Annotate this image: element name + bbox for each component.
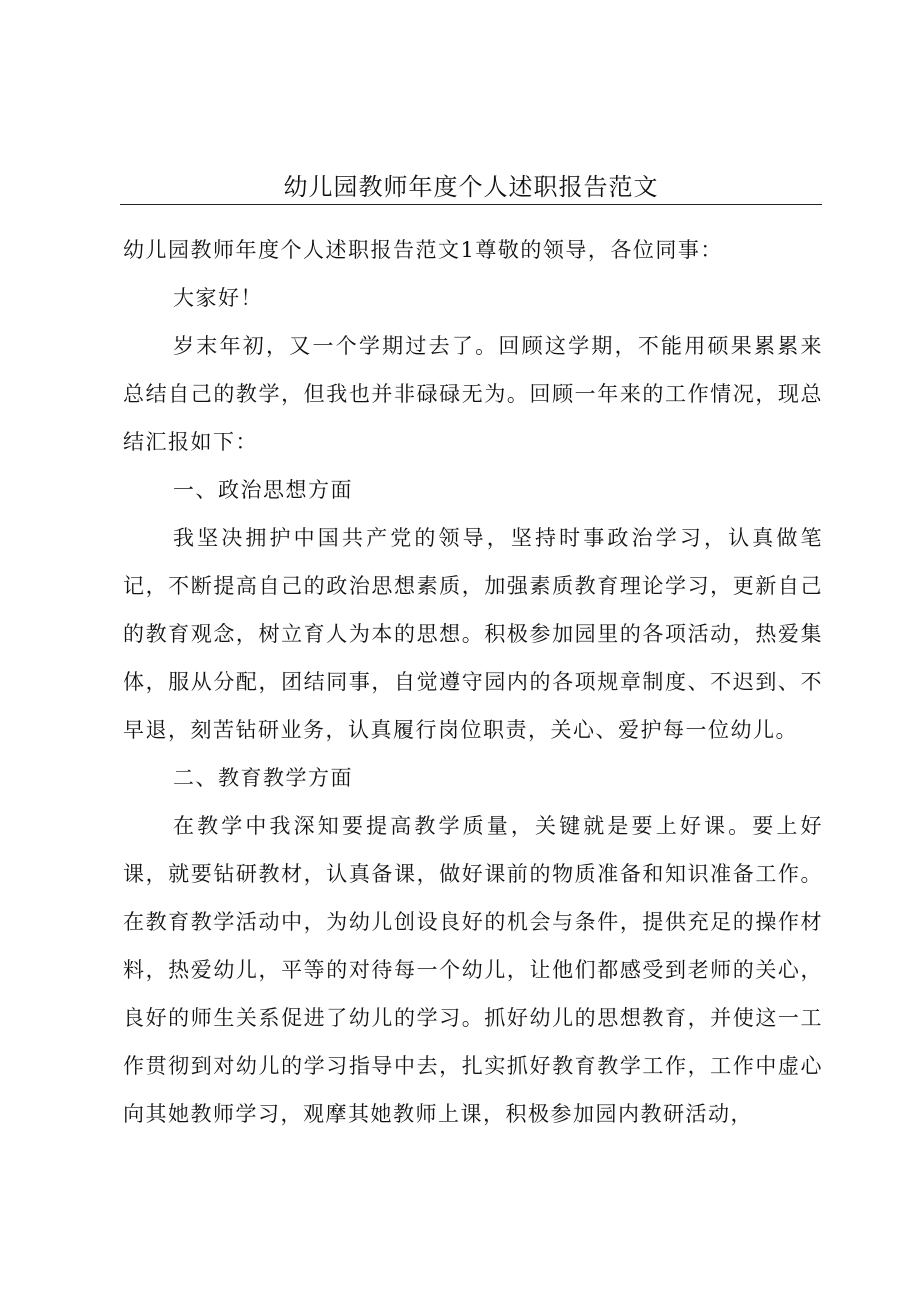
political-paragraph: 我坚决拥护中国共产党的领导，坚持时事政治学习，认真做笔记，不断提高自己的政治思想素质，加强素质教育理论学习，更新自己的教育观念，树立育人为本的思想。积极参加园里的各项活动，热爱集体，服从分配，团结同事，自觉遵守园内的各项规章制度、不迟到、不早退，刻苦钻研业务，认真履行岗位职责，关心、爱护每一位幼儿。 [123,526,823,742]
intro-paragraph: 岁末年初，又一个学期过去了。回顾这学期，不能用硕果累累来总结自己的教学，但我也并非碌碌无为。回顾一年来的工作情况，现总结汇报如下： [123,334,823,454]
teaching-paragraph: 在教学中我深知要提高教学质量，关键就是要上好课。要上好课，就要钻研教材，认真备课，做好课前的物质准备和知识准备工作。在教育教学活动中，为幼儿创设良好的机会与条件，提供充足的操作材料，热爱幼儿，平等的对待每一个幼儿，让他们都感受到老师的关心，良好的师生关系促进了幼儿的学习。抓好幼儿的思想教育，并使这一工作贯彻到对幼儿的学习指导中去，扎实抓好教育教学工作，工作中虚心向其她教师学习，观摩其她教师上课，积极参加园内教研活动， [123,814,823,1126]
opening-paragraph: 幼儿园教师年度个人述职报告范文1尊敬的领导，各位同事： [123,238,723,262]
section-heading-teaching: 二、教育教学方面 [173,766,353,790]
greeting-paragraph: 大家好！ [173,286,263,310]
section-heading-political: 一、政治思想方面 [173,478,353,502]
document-title: 幼儿园教师年度个人述职报告范文 [283,173,659,201]
document-body [123,226,823,1138]
title-divider [120,204,822,205]
